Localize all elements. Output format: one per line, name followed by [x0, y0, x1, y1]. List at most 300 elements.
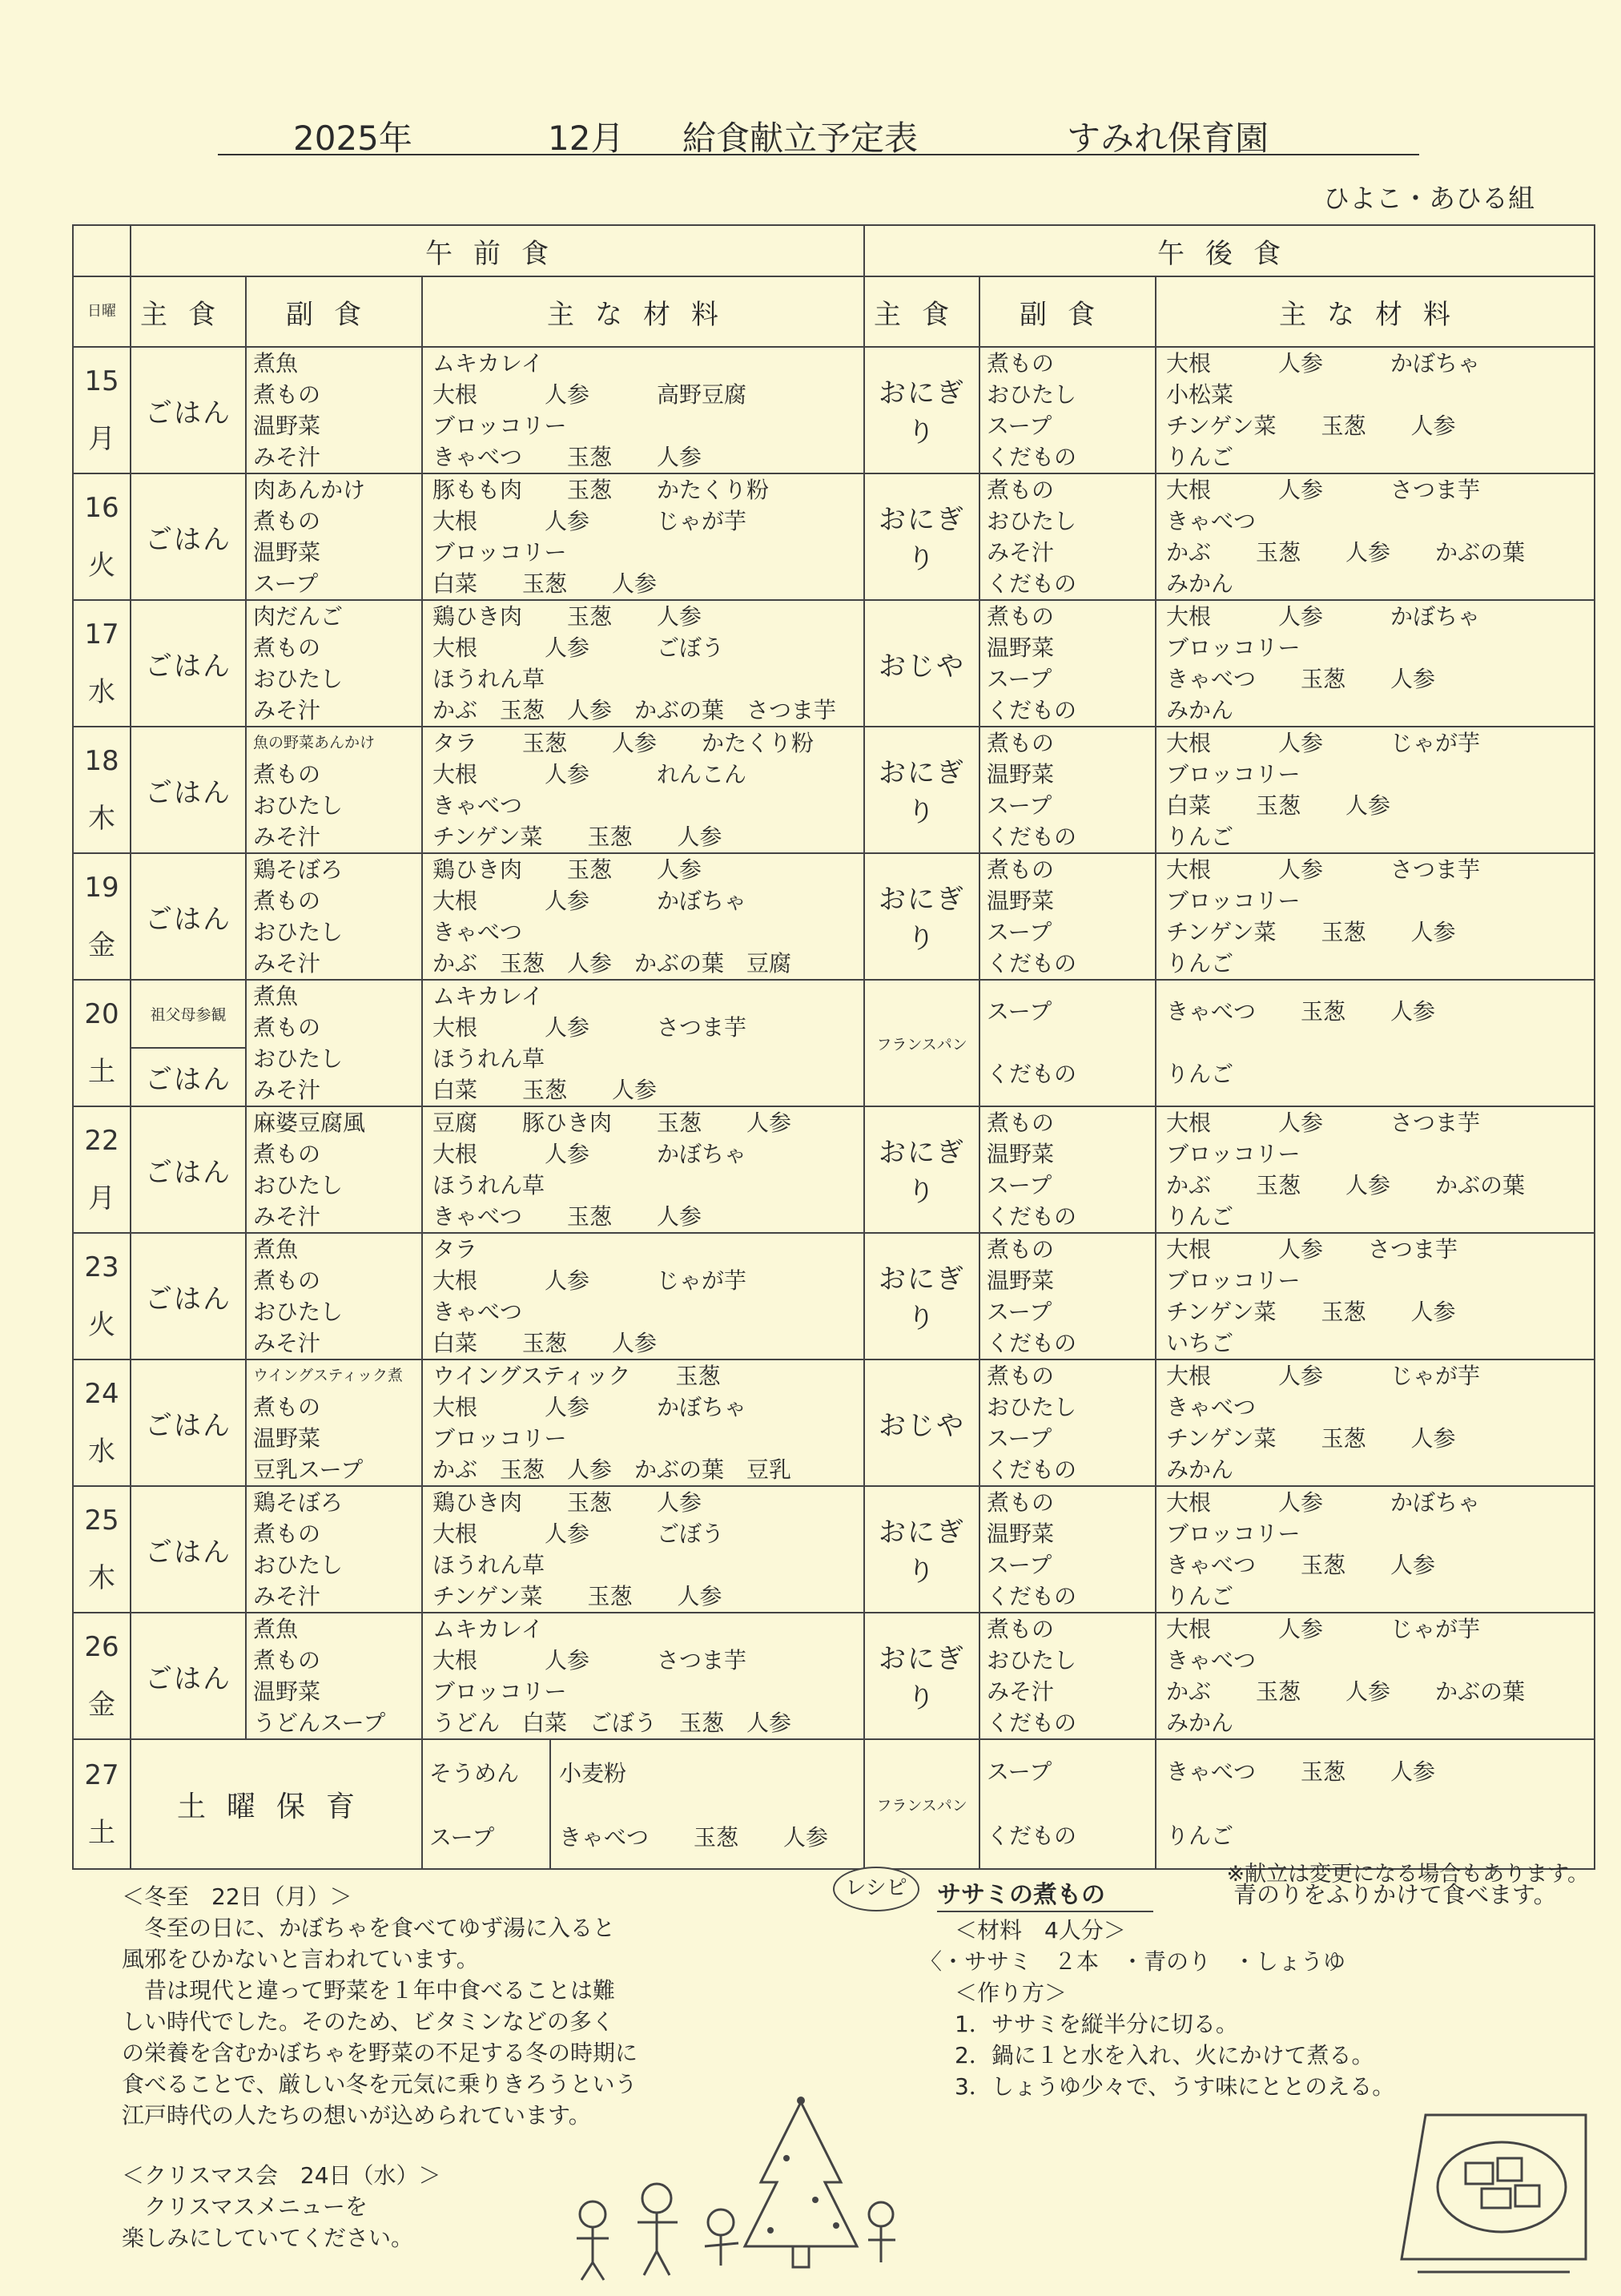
menu-row	[73, 1233, 1595, 1359]
day-cell	[73, 1233, 131, 1359]
pm-ingredient-line: チンゲン菜 玉葱 人参	[1166, 1425, 1456, 1452]
am-ingredient-line: 豆腐 豚ひき肉 玉葱 人参	[432, 1110, 792, 1136]
date-number: 19	[84, 872, 119, 904]
am-side-item: 煮魚	[253, 1236, 299, 1263]
recipe-line: ＜作り方＞	[955, 1980, 1068, 2006]
am-side-item: 煮もの	[253, 1141, 321, 1167]
pm-side	[979, 1233, 1156, 1359]
am-ingredient-line: きゃべつ 玉葱 人参	[432, 1203, 702, 1230]
menu-row	[73, 727, 1595, 853]
pm-ingredient-line: 大根 人参 かぼちゃ	[1166, 1489, 1481, 1516]
pm-ingredient-line: りんご	[1166, 1061, 1234, 1087]
am-side-item: おひたし	[253, 1045, 344, 1072]
am-side-item: みそ汁	[253, 824, 321, 850]
date-number: 23	[84, 1251, 119, 1283]
am-side-item: 鶏そぼろ	[253, 856, 344, 883]
am-side-item: 鶏そぼろ	[253, 1489, 344, 1516]
month: 12月	[548, 119, 625, 158]
pm-side-item: 煮もの	[987, 350, 1055, 377]
solstice-text: しい時代でした。そのため、ビタミンなどの多く	[122, 2008, 614, 2035]
am-side-item: みそ汁	[253, 950, 321, 977]
pm-side-item: スープ	[987, 1299, 1052, 1325]
pm-ingredients	[1156, 347, 1595, 473]
am-side	[246, 473, 422, 600]
date-number: 18	[84, 745, 119, 777]
pm-side	[979, 727, 1156, 853]
am-side-item: おひたし	[253, 1299, 344, 1325]
pm-staple: おにぎり	[864, 1613, 979, 1739]
am-ingredient-line: かぶ 玉葱 人参 かぶの葉 豆乳	[432, 1456, 792, 1483]
pm-ingredient-line: ブロッコリー	[1166, 1267, 1301, 1294]
am-ingredient-line: ブロッコリー	[432, 413, 567, 439]
am-side-item: 煮もの	[253, 1267, 321, 1294]
saturday-inner-table	[423, 1740, 863, 1868]
date-number: 24	[84, 1378, 119, 1410]
menu-table	[72, 224, 1595, 1870]
am-ingredient-line: 白菜 玉葱 人参	[432, 1330, 658, 1356]
am-side-item: 温野菜	[253, 413, 321, 439]
menu-row	[73, 1106, 1595, 1233]
am-ingredient-line: 大根 人参 さつま芋	[432, 1014, 747, 1041]
pm-side-item: 煮もの	[987, 1489, 1055, 1516]
am-ingredients-header: 主な材料	[422, 276, 864, 347]
pm-ingredient-line: りんご	[1166, 1823, 1234, 1849]
pm-ingredients	[1156, 1106, 1595, 1233]
pm-ingredient-line: 小松菜	[1166, 381, 1234, 408]
pm-side-item: スープ	[987, 998, 1052, 1025]
am-side-item: 煮もの	[253, 1647, 321, 1674]
am-side	[246, 1233, 422, 1359]
pm-ingredients	[1156, 1359, 1595, 1486]
am-side-item: おひたし	[253, 1552, 344, 1578]
am-ingredients	[422, 1359, 864, 1486]
am-ingredients	[422, 980, 864, 1106]
am-ingredient-line: ブロッコリー	[432, 1425, 567, 1452]
pm-side-header: 副食	[979, 276, 1156, 347]
pm-side-item: スープ	[987, 1425, 1052, 1452]
weekday: 月	[88, 423, 115, 455]
am-side-item: 肉だんご	[253, 603, 344, 630]
pm-ingredient-line: きゃべつ	[1166, 1647, 1257, 1674]
am-ingredients	[422, 1486, 864, 1613]
date-number: 17	[84, 618, 119, 651]
am-side-item: スープ	[253, 570, 319, 597]
am-side-item: みそ汁	[253, 1077, 321, 1103]
am-ingredient-line: タラ	[432, 1236, 478, 1263]
pm-ingredients	[1156, 980, 1595, 1106]
am-side-item: 煮もの	[253, 761, 321, 787]
pm-ingredient-line: みかん	[1166, 697, 1234, 723]
pm-ingredient-line: ブロッコリー	[1166, 761, 1301, 787]
recipe-line: 2．鍋に１と水を入れ、火にかけて煮る。	[955, 2042, 1374, 2068]
pm-ingredient-line: 大根 人参 じゃが芋	[1166, 1363, 1481, 1389]
day-cell	[73, 1739, 131, 1869]
pm-side-item: 煮もの	[987, 1616, 1055, 1642]
am-side	[246, 1359, 422, 1486]
am-side-item: おひたし	[253, 666, 344, 692]
pm-side-item: くだもの	[987, 697, 1077, 723]
am-side-item: 温野菜	[253, 1678, 321, 1705]
am-ingredient-line: 大根 人参 かぼちゃ	[432, 1394, 747, 1420]
am-ingredient-line: 白菜 玉葱 人参	[432, 570, 658, 597]
pm-side-item: くだもの	[987, 1710, 1077, 1736]
pm-side	[979, 853, 1156, 980]
am-ingredient-line: 大根 人参 かぼちゃ	[432, 888, 747, 914]
pm-ingredient-line: りんご	[1166, 1583, 1234, 1609]
weekday: 金	[88, 1689, 115, 1721]
recipe-tip: 青のりをふりかけて食べます。	[1233, 1881, 1557, 1908]
am-side-item: 煮もの	[253, 381, 321, 408]
pm-staple: おにぎり	[864, 1106, 979, 1233]
solstice-text: 食べることで、厳しい冬を元気に乗りきろうという	[122, 2071, 638, 2097]
am-ingredients	[422, 1233, 864, 1359]
pm-ingredients	[1156, 727, 1595, 853]
day-cell	[73, 1106, 131, 1233]
am-ingredients	[422, 1106, 864, 1233]
am-ingredient-line: きゃべつ	[432, 1299, 523, 1325]
pm-side-item: 煮もの	[987, 856, 1055, 883]
am-side-header: 副食	[246, 276, 422, 347]
solstice-text: 昔は現代と違って野菜を１年中食べることは難	[122, 1977, 616, 2004]
pm-ingredient-line: 大根 人参 さつま芋	[1166, 477, 1481, 503]
menu-row	[73, 1486, 1595, 1613]
pm-side-item: おひたし	[987, 1394, 1077, 1420]
am-side-item: 煮もの	[253, 1521, 321, 1547]
recipe-badge: レシピ	[833, 1867, 919, 1911]
am-ingredient-line: 大根 人参 高野豆腐	[432, 381, 747, 408]
recipe-line: 〈・ササミ ２本 ・青のり ・しょうゆ	[919, 1948, 1346, 1975]
pm-side-item: 温野菜	[987, 1521, 1055, 1547]
pm-side-item: みそ汁	[987, 539, 1055, 566]
am-staple: ごはん	[131, 1486, 246, 1613]
christmas-text: クリスマスメニューを	[122, 2193, 368, 2220]
recipe-title: ササミの煮もの	[937, 1879, 1153, 1912]
am-side-item: みそ汁	[253, 444, 321, 470]
day-cell	[73, 347, 131, 473]
pm-side-item: みそ汁	[987, 1678, 1055, 1705]
am-ingredients	[422, 347, 864, 473]
am-ingredient-line: 大根 人参 じゃが芋	[432, 508, 747, 534]
pm-staple: おじや	[864, 600, 979, 727]
pm-side-item: くだもの	[987, 570, 1077, 597]
am-side	[246, 727, 422, 853]
christmas-text: 楽しみにしていてください。	[122, 2225, 414, 2251]
change-note: ※献立は変更になる場合もあります。	[1226, 1862, 1589, 1887]
am-ingredient-line: 鶏ひき肉 玉葱 人参	[432, 603, 702, 630]
pm-staple: おにぎり	[864, 853, 979, 980]
am-side	[246, 600, 422, 727]
am-staple: ごはん	[131, 1048, 246, 1106]
pm-side-item: 煮もの	[987, 1363, 1055, 1389]
day-cell	[73, 1486, 131, 1613]
am-staple: ごはん	[131, 727, 246, 853]
pm-staple-header: 主食	[864, 276, 979, 347]
dish-illustration	[1394, 2099, 1594, 2285]
am-ingredient-line: きゃべつ	[432, 919, 523, 945]
pm-side-item: 温野菜	[987, 761, 1055, 787]
pm-side	[979, 1106, 1156, 1233]
am-side-item: 煮魚	[253, 1616, 299, 1642]
pm-side-item: スープ	[987, 919, 1052, 945]
pm-side-item: くだもの	[987, 1203, 1077, 1230]
am-staple: ごはん	[131, 1106, 246, 1233]
recipe-line: 1．ササミを縦半分に切る。	[955, 2011, 1238, 2037]
pm-staple: おじや	[864, 1359, 979, 1486]
am-side-item: みそ汁	[253, 1583, 321, 1609]
pm-side-item: くだもの	[987, 1456, 1077, 1483]
pm-ingredient-line: チンゲン菜 玉葱 人参	[1166, 919, 1456, 945]
am-side	[246, 980, 422, 1106]
pm-ingredient-line: りんご	[1166, 1203, 1234, 1230]
pm-side-item: くだもの	[987, 950, 1077, 977]
weekday: 土	[88, 1056, 115, 1088]
menu-row	[73, 853, 1595, 980]
day-cell	[73, 1613, 131, 1739]
pm-ingredients-header: 主な材料	[1156, 276, 1595, 347]
am-side-item: 煮もの	[253, 888, 321, 914]
solstice-text: 風邪をひかないと言われています。	[122, 1946, 479, 1972]
pm-ingredient-line: かぶ 玉葱 人参 かぶの葉	[1166, 1678, 1526, 1705]
christmas-party-illustration	[561, 2094, 897, 2283]
am-ingredient-line: チンゲン菜 玉葱 人参	[432, 1583, 722, 1609]
pm-ingredient-line: りんご	[1166, 950, 1234, 977]
am-ingredients	[422, 600, 864, 727]
am-side-item: みそ汁	[253, 697, 321, 723]
nursery-name: すみれ保育園	[1067, 119, 1269, 158]
title-bar	[218, 107, 1419, 158]
pm-ingredient-line: ブロッコリー	[1166, 1521, 1301, 1547]
pm-side-item: くだもの	[987, 444, 1077, 470]
weekday: 土	[88, 1817, 115, 1849]
pm-ingredients	[1156, 1613, 1595, 1739]
pm-ingredient-line: 白菜 玉葱 人参	[1166, 792, 1391, 819]
am-ingredient-line: 鶏ひき肉 玉葱 人参	[432, 1489, 702, 1516]
pm-side	[979, 1739, 1156, 1869]
pm-ingredient-line: 大根 人参 じゃが芋	[1166, 1616, 1481, 1642]
pm-ingredient-line: 大根 人参 さつま芋	[1166, 1110, 1481, 1136]
am-side-item: 魚の野菜あんかけ	[253, 734, 376, 751]
pm-ingredients	[1156, 1233, 1595, 1359]
pm-side-item: スープ	[987, 413, 1052, 439]
weekday: 火	[88, 550, 115, 582]
pm-ingredient-line: かぶ 玉葱 人参 かぶの葉	[1166, 1172, 1526, 1198]
am-side-item: 温野菜	[253, 1425, 321, 1452]
am-ingredients	[422, 853, 864, 980]
am-ingredient-line: ムキカレイ	[432, 983, 544, 1009]
pm-ingredient-line: きゃべつ 玉葱 人参	[1166, 998, 1436, 1025]
pm-side-item: 温野菜	[987, 634, 1055, 661]
am-ingredient-line: 鶏ひき肉 玉葱 人参	[432, 856, 702, 883]
date-number: 27	[84, 1759, 119, 1791]
am-side-item: みそ汁	[253, 1203, 321, 1230]
weekday: 木	[88, 1562, 115, 1594]
am-side-item: 肉あんかけ	[253, 477, 366, 503]
solstice-text: 江戸時代の人たちの想いが込められています。	[122, 2102, 591, 2129]
pm-ingredient-line: みかん	[1166, 1456, 1234, 1483]
am-side-item: おひたし	[253, 1172, 344, 1198]
pm-ingredient-line: 大根 人参 かぼちゃ	[1166, 350, 1481, 377]
pm-side	[979, 1486, 1156, 1613]
am-ingredient-line: チンゲン菜 玉葱 人参	[432, 824, 722, 850]
am-side-item: 煮もの	[253, 1014, 321, 1041]
am-side-item: 温野菜	[253, 539, 321, 566]
pm-side	[979, 1613, 1156, 1739]
pm-side-item: スープ	[987, 666, 1052, 692]
am-side-item: スープ	[423, 1804, 550, 1868]
am-side-item: ウイングスティック煮	[253, 1367, 403, 1384]
date-number: 16	[84, 492, 119, 524]
am-side-item: 麻婆豆腐風	[253, 1110, 366, 1136]
pm-side-item: スープ	[987, 792, 1052, 819]
pm-ingredient-line: チンゲン菜 玉葱 人参	[1166, 1299, 1456, 1325]
year: 2025年	[293, 119, 412, 158]
menu-row	[73, 1613, 1595, 1739]
am-side-item: おひたし	[253, 792, 344, 819]
saturday-care-label: 土曜保育	[131, 1739, 422, 1869]
am-side-item: 煮もの	[253, 634, 321, 661]
am-side-item: うどんスープ	[253, 1710, 386, 1736]
pm-ingredient-line: きゃべつ	[1166, 1394, 1257, 1420]
corner-cell	[73, 225, 131, 276]
am-ingredients	[422, 473, 864, 600]
am-side-item: 煮魚	[253, 983, 299, 1009]
solstice-text: 冬至の日に、かぼちゃを食べてゆず湯に入ると	[122, 1915, 616, 1941]
pm-ingredient-line: ブロッコリー	[1166, 1141, 1301, 1167]
pm-side-item: 煮もの	[987, 1110, 1055, 1136]
pm-ingredient-line: きゃべつ	[1166, 508, 1257, 534]
pm-ingredients	[1156, 853, 1595, 980]
pm-side-item: くだもの	[987, 1330, 1077, 1356]
doc-title: 給食献立予定表	[682, 119, 919, 158]
am-ingredient-line: 小麦粉	[559, 1760, 627, 1786]
day-column-header: 日曜	[73, 276, 131, 347]
recipe-line: 3．しょうゆ少々で、うす味にととのえる。	[955, 2073, 1395, 2100]
pm-side	[979, 980, 1156, 1106]
menu-row	[73, 600, 1595, 727]
am-ingredients	[422, 1613, 864, 1739]
am-ingredient-line: 大根 人参 れんこん	[432, 761, 747, 787]
pm-staple: おにぎり	[864, 1233, 979, 1359]
pm-ingredient-line: ブロッコリー	[1166, 888, 1301, 914]
am-side-item: 豆乳スープ	[253, 1456, 364, 1483]
pm-side-item: くだもの	[987, 1823, 1077, 1849]
recipe-line: ＜材料 4人分＞	[955, 1917, 1126, 1944]
am-ingredient-line: 大根 人参 ごぼう	[432, 634, 725, 661]
am-staple: ごはん	[131, 1613, 246, 1739]
am-ingredient-line: かぶ 玉葱 人参 かぶの葉 さつま芋	[432, 697, 837, 723]
am-ingredient-line: タラ 玉葱 人参 かたくり粉	[432, 730, 815, 756]
pm-ingredients	[1156, 600, 1595, 727]
pm-side	[979, 600, 1156, 727]
am-ingredient-line: ブロッコリー	[432, 1678, 567, 1705]
am-ingredient-line: 大根 人参 さつま芋	[432, 1647, 747, 1674]
solstice-text: の栄養を含むかぼちゃを野菜の不足する冬の時期に	[122, 2040, 638, 2066]
menu-row-saturday	[73, 1739, 1595, 1869]
am-side	[246, 853, 422, 980]
am-ingredient-line: 豚もも肉 玉葱 かたくり粉	[432, 477, 770, 503]
day-cell	[73, 853, 131, 980]
am-side	[246, 1486, 422, 1613]
am-section-header: 午前食	[131, 225, 864, 276]
pm-side-item: おひたし	[987, 381, 1077, 408]
weekday: 水	[88, 1436, 115, 1468]
class-name: ひよこ・あひる組	[1323, 183, 1535, 214]
pm-side	[979, 1359, 1156, 1486]
am-side-item: おひたし	[253, 919, 344, 945]
am-ingredient-line: ほうれん草	[432, 1045, 545, 1072]
menu-row	[73, 473, 1595, 600]
am-ingredient-line: うどん 白菜 ごぼう 玉葱 人参	[432, 1710, 792, 1736]
christmas-heading: ＜クリスマス会 24日（水）＞	[122, 2162, 441, 2189]
pm-ingredient-line: 大根 人参 かぼちゃ	[1166, 603, 1481, 630]
pm-ingredient-line: 大根 人参 さつま芋	[1166, 856, 1481, 883]
am-side-item: 煮魚	[253, 350, 299, 377]
pm-ingredient-line: みかん	[1166, 1710, 1234, 1736]
pm-side-item: くだもの	[987, 1061, 1077, 1087]
am-side	[246, 1106, 422, 1233]
pm-side-item: 煮もの	[987, 603, 1055, 630]
day-cell	[73, 1359, 131, 1486]
day-cell	[73, 980, 131, 1106]
recipe-body	[919, 1915, 1608, 2102]
pm-side-item: スープ	[987, 1172, 1052, 1198]
pm-ingredient-line: かぶ 玉葱 人参 かぶの葉	[1166, 539, 1526, 566]
am-ingredient-line: 白菜 玉葱 人参	[432, 1077, 658, 1103]
pm-side-item: 温野菜	[987, 888, 1055, 914]
pm-section-header: 午後食	[864, 225, 1595, 276]
pm-side-item: スープ	[987, 1758, 1052, 1785]
pm-ingredient-line: りんご	[1166, 444, 1234, 470]
pm-ingredients	[1156, 473, 1595, 600]
pm-staple: おにぎり	[864, 473, 979, 600]
am-staple: ごはん	[131, 853, 246, 980]
menu-row	[73, 980, 1595, 1048]
am-staple: ごはん	[131, 473, 246, 600]
pm-side	[979, 347, 1156, 473]
solstice-heading: ＜冬至 22日（月）＞	[122, 1883, 352, 1910]
pm-ingredient-line: いちご	[1166, 1330, 1234, 1356]
pm-ingredient-line: ブロッコリー	[1166, 634, 1301, 661]
day-cell	[73, 600, 131, 727]
am-ingredients	[422, 1739, 864, 1869]
am-staple: ごはん	[131, 1359, 246, 1486]
am-ingredient-line: ムキカレイ	[432, 1616, 544, 1642]
am-ingredient-line: ムキカレイ	[432, 350, 544, 377]
pm-staple: フランスパン	[864, 1739, 979, 1869]
pm-staple: おにぎり	[864, 1486, 979, 1613]
pm-side	[979, 473, 1156, 600]
am-side-item: 煮もの	[253, 1394, 321, 1420]
pm-ingredient-line: きゃべつ 玉葱 人参	[1166, 1758, 1436, 1785]
pm-ingredient-line: きゃべつ 玉葱 人参	[1166, 666, 1436, 692]
am-side	[246, 347, 422, 473]
pm-staple: おにぎり	[864, 727, 979, 853]
pm-ingredient-line: 大根 人参 じゃが芋	[1166, 730, 1481, 756]
pm-side-item: おひたし	[987, 1647, 1077, 1674]
pm-side-item: 温野菜	[987, 1267, 1055, 1294]
am-ingredient-line: ブロッコリー	[432, 539, 567, 566]
pm-staple: おにぎり	[864, 347, 979, 473]
pm-ingredient-line: チンゲン菜 玉葱 人参	[1166, 413, 1456, 439]
am-event: 祖父母参観	[131, 980, 246, 1048]
am-ingredient-line: ほうれん草	[432, 1172, 545, 1198]
am-staple-header: 主食	[131, 276, 246, 347]
pm-side-item: くだもの	[987, 1583, 1077, 1609]
am-side-item: みそ汁	[253, 1330, 321, 1356]
menu-row	[73, 1359, 1595, 1486]
am-ingredient-line: かぶ 玉葱 人参 かぶの葉 豆腐	[432, 950, 792, 977]
weekday: 月	[88, 1182, 115, 1214]
